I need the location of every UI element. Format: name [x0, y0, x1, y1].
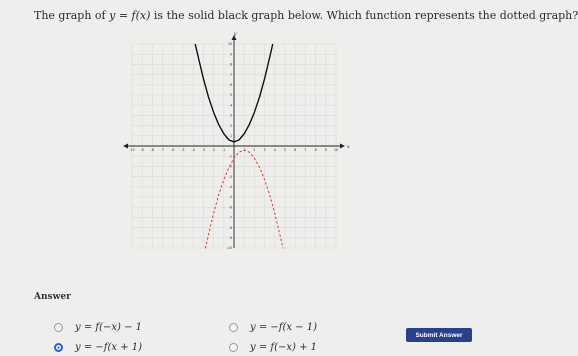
- x-axis-arrow-left: [123, 144, 128, 149]
- x-tick-label: 6: [294, 148, 297, 152]
- y-tick-label: -2: [228, 164, 232, 169]
- x-tick-label: -7: [161, 148, 165, 152]
- question-suffix: is the solid black graph below. Which function represents the dotted graph?: [150, 9, 578, 22]
- y-tick-label: 10: [227, 42, 232, 47]
- x-tick-label: 5: [283, 148, 287, 152]
- choice-option-1[interactable]: [54, 322, 142, 333]
- y-tick-label: -3: [228, 174, 232, 179]
- x-tick-label: 10: [333, 148, 339, 152]
- choice-label: y = −f(x + 1): [75, 342, 143, 353]
- y-tick-label: 5: [229, 93, 232, 98]
- y-tick-label: 9: [229, 52, 232, 57]
- x-tick-label: 4: [273, 148, 276, 152]
- x-tick-label: 8: [314, 148, 317, 152]
- y-tick-label: 4: [229, 103, 232, 108]
- y-tick-label: 3: [229, 113, 232, 118]
- y-tick-label: -6: [228, 205, 232, 210]
- submit-answer-button[interactable]: Submit Answer: [406, 328, 472, 342]
- x-tick-label: -4: [191, 148, 195, 152]
- radio-button[interactable]: [54, 323, 63, 332]
- y-tick-label: 1: [229, 134, 232, 138]
- y-tick-label: -8: [228, 225, 232, 230]
- answer-label: Answer: [34, 292, 71, 302]
- graph-canvas: [118, 30, 350, 262]
- x-axis-arrow-right: [340, 144, 345, 149]
- x-tick-label: -10: [129, 148, 135, 152]
- radio-button[interactable]: [229, 343, 238, 352]
- x-tick-label: 1: [243, 148, 246, 152]
- choice-label: y = f(−x) − 1: [75, 322, 143, 333]
- choice-option-2[interactable]: [229, 322, 317, 333]
- y-tick-label: -1: [228, 154, 232, 159]
- radio-button-selected[interactable]: [54, 343, 63, 352]
- x-tick-label: -2: [212, 148, 216, 152]
- function-graph: [118, 30, 350, 262]
- x-tick-label: 7: [304, 148, 307, 152]
- x-tick-label: -6: [171, 148, 175, 152]
- choice-label: y = f(−x) + 1: [250, 342, 318, 353]
- choice-label: y = −f(x − 1): [250, 322, 318, 333]
- choice-option-4[interactable]: [229, 342, 317, 353]
- x-tick-label: -3: [201, 148, 205, 152]
- x-tick-label: -8: [150, 148, 154, 152]
- question-text: [34, 9, 578, 23]
- y-tick-label: -4: [228, 185, 232, 189]
- x-tick-label: -9: [140, 148, 144, 152]
- y-tick-label: 2: [229, 123, 232, 128]
- radio-button[interactable]: [229, 323, 238, 332]
- question-math: y = f(x): [109, 9, 151, 22]
- x-tick-label: -5: [181, 148, 185, 152]
- y-tick-label: -10: [226, 246, 232, 251]
- x-tick-label: 9: [324, 148, 327, 152]
- y-tick-label: -7: [228, 215, 232, 220]
- y-tick-label: 8: [229, 62, 232, 67]
- y-axis-label: y: [233, 31, 237, 37]
- x-tick-label: 2: [253, 148, 256, 152]
- y-tick-label: 6: [229, 83, 232, 87]
- y-tick-label: -5: [228, 195, 232, 200]
- question-prefix: The graph of: [34, 9, 110, 22]
- y-tick-label: -9: [228, 236, 232, 240]
- x-tick-label: 3: [263, 148, 266, 152]
- x-tick-label: -1: [222, 148, 226, 152]
- y-tick-label: 7: [229, 72, 232, 77]
- x-axis-label: x: [347, 144, 350, 150]
- choice-option-3[interactable]: [54, 342, 142, 353]
